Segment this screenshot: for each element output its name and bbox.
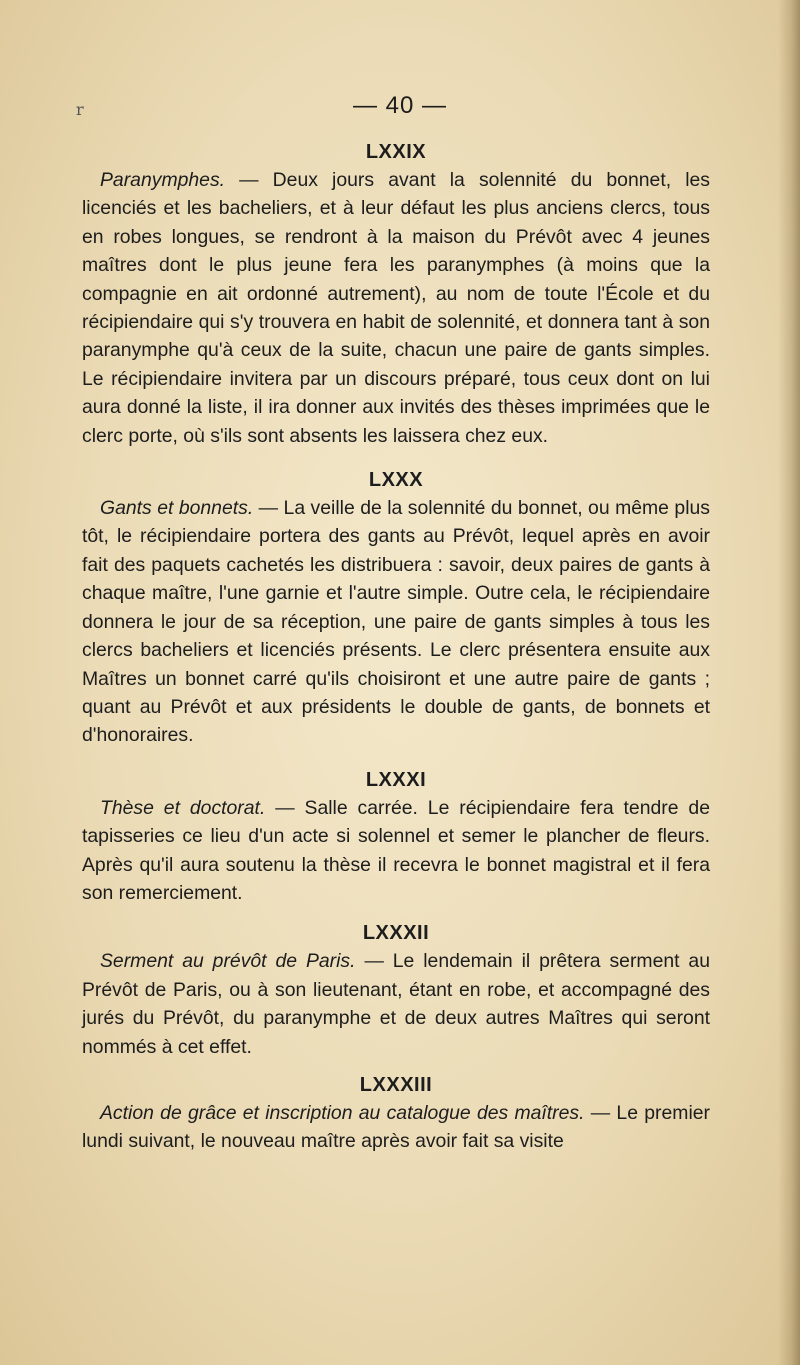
- section-heading: LXXXII: [362, 922, 430, 945]
- page-content: [82, 138, 710, 1156]
- section-paragraph: [82, 494, 710, 750]
- section-paragraph: [82, 1099, 710, 1156]
- page-number: — 40 —: [352, 92, 448, 119]
- section-body: — Deux jours avant la solennité du bonnet, les licenciés et les bacheliers, et à leur défaut les plus anciens clercs, tous en robes longues, se rendront à la maison du Prévôt avec 4 jeunes maîtres dont le plus jeune fera les paranymphes (à moins que la compagnie en ait ordonné autrement), au nom de toute l'École et du récipiendaire qui s'y trouvera en habit de solennité, et donnera tant à son paranymphe qu'à ceux de la suite, chacun une paire de gants simples. Le récipiendaire invitera par un discours préparé, tous ceux dont on lui aura donné la liste, il ira donner aux invités des thèses imprimées que le clerc porte, où s'ils sont absents les laissera chez eux.: [82, 169, 710, 447]
- section-title: Gants et bonnets.: [100, 497, 254, 520]
- section-lxxix: [82, 138, 710, 450]
- section-body: — La veille de la solennité du bonnet, ou même plus tôt, le récipiendaire portera des gants au Prévôt, lequel après en avoir fait des paquets cachetés les distribuera : savoir, deux paires de gants à chaque maître, l'une garnie et l'autre simple. Outre cela, le récipiendaire donnera le jour de sa réception, une paire de gants simples à tous les clercs bacheliers et licenciés présents. Le clerc présentera ensuite aux Maîtres un bonnet carré qu'ils choisiront et une autre paire de gants ; quant au Prévôt et aux présidents le double de gants, de bonnets et d'honoraires.: [82, 497, 710, 747]
- section-body: — Le lendemain il prêtera serment au Prévôt de Paris, ou à son lieutenant, étant en robe, et accompagné des jurés du Prévôt, du paranymphe et de deux autres Maîtres qui seront nommés à cet effet.: [82, 950, 711, 1058]
- section-heading: LXXIX: [365, 141, 427, 163]
- section-paragraph: [82, 794, 710, 908]
- section-title: Serment au prévôt de Paris.: [100, 950, 356, 973]
- section-lxxx: [82, 466, 710, 750]
- section-lxxxii: [82, 919, 710, 1061]
- section-heading: LXXX: [368, 469, 424, 492]
- section-title: Paranymphes.: [100, 169, 226, 191]
- section-body: — Le premier lundi suivant, le nouveau maître après avoir fait sa visite: [82, 1101, 710, 1153]
- corner-mark: r: [76, 100, 84, 119]
- section-body: — Salle carrée. Le récipiendaire fera tendre de tapisseries ce lieu d'un acte si solennel et semer le plancher de fleurs. Après qu'il aura soutenu la thèse il recevra le bonnet magistral et il fera son remerciement.: [82, 796, 710, 904]
- section-title: Thèse et doctorat.: [100, 796, 266, 819]
- section-heading: LXXXIII: [359, 1073, 433, 1096]
- section-lxxxiii: [82, 1071, 710, 1156]
- section-title: Action de grâce et inscription au catalogue des maîtres.: [100, 1101, 585, 1124]
- page-edge-shadow: [778, 0, 800, 1365]
- section-heading: LXXXI: [365, 768, 427, 791]
- section-paragraph: [82, 166, 710, 450]
- section-paragraph: [82, 947, 710, 1061]
- section-lxxxi: [82, 766, 710, 908]
